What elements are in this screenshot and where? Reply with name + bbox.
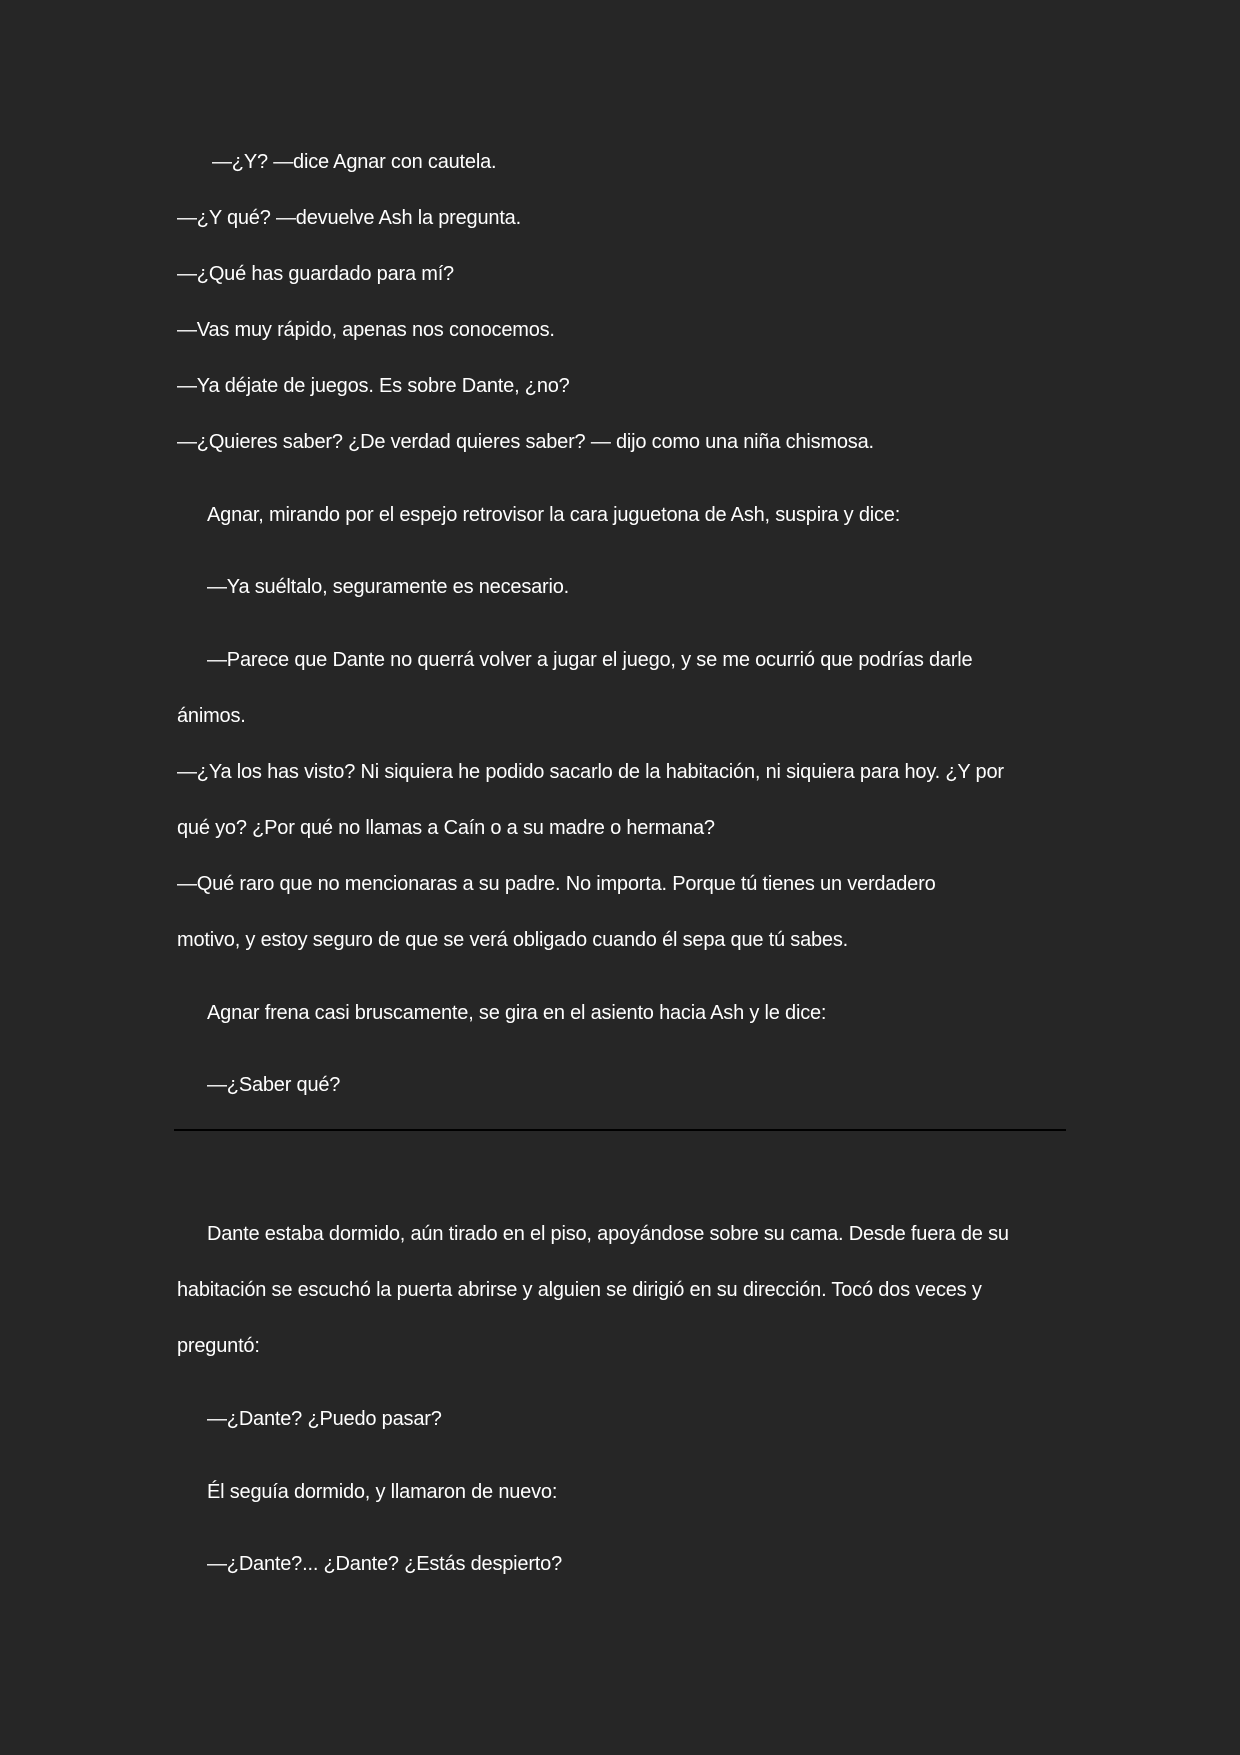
dialogue-line: —¿Quieres saber? ¿De verdad quieres saber? — dijo como una niña chismosa.	[177, 431, 874, 453]
section-divider	[174, 1129, 1066, 1131]
dialogue-line: —Qué raro que no mencionaras a su padre. No importa. Porque tú tienes un verdadero	[177, 873, 936, 895]
narration-line: Agnar, mirando por el espejo retrovisor la cara juguetona de Ash, suspira y dice:	[207, 504, 901, 526]
dialogue-line: ánimos.	[177, 705, 246, 727]
dialogue-line: —¿Dante?... ¿Dante? ¿Estás despierto?	[207, 1553, 562, 1575]
narration-line: habitación se escuchó la puerta abrirse y alguien se dirigió en su dirección. Tocó dos veces y	[177, 1279, 982, 1301]
narration-line: Él seguía dormido, y llamaron de nuevo:	[207, 1481, 558, 1503]
dialogue-line: —¿Y qué? —devuelve Ash la pregunta.	[177, 207, 521, 229]
dialogue-line: —Vas muy rápido, apenas nos conocemos.	[177, 319, 555, 341]
dialogue-line: —Parece que Dante no querrá volver a jugar el juego, y se me ocurrió que podrías darle	[207, 649, 973, 671]
dialogue-line: —Ya déjate de juegos. Es sobre Dante, ¿no?	[177, 375, 570, 397]
narration-line: Dante estaba dormido, aún tirado en el piso, apoyándose sobre su cama. Desde fuera de su	[207, 1223, 1009, 1245]
dialogue-line: —¿Ya los has visto? Ni siquiera he podido sacarlo de la habitación, ni siquiera para hoy. ¿Y por	[177, 761, 1004, 783]
dialogue-line: —¿Qué has guardado para mí?	[177, 263, 454, 285]
narration-line: preguntó:	[177, 1335, 260, 1357]
dialogue-line: —¿Dante? ¿Puedo pasar?	[207, 1408, 442, 1430]
dialogue-line: —Ya suéltalo, seguramente es necesario.	[207, 576, 570, 598]
dialogue-line: motivo, y estoy seguro de que se verá obligado cuando él sepa que tú sabes.	[177, 929, 849, 951]
dialogue-line: qué yo? ¿Por qué no llamas a Caín o a su madre o hermana?	[177, 817, 715, 839]
dialogue-line: —¿Saber qué?	[207, 1074, 341, 1096]
dialogue-line: —¿Y? —dice Agnar con cautela.	[212, 151, 497, 173]
narration-line: Agnar frena casi bruscamente, se gira en el asiento hacia Ash y le dice:	[207, 1002, 827, 1024]
